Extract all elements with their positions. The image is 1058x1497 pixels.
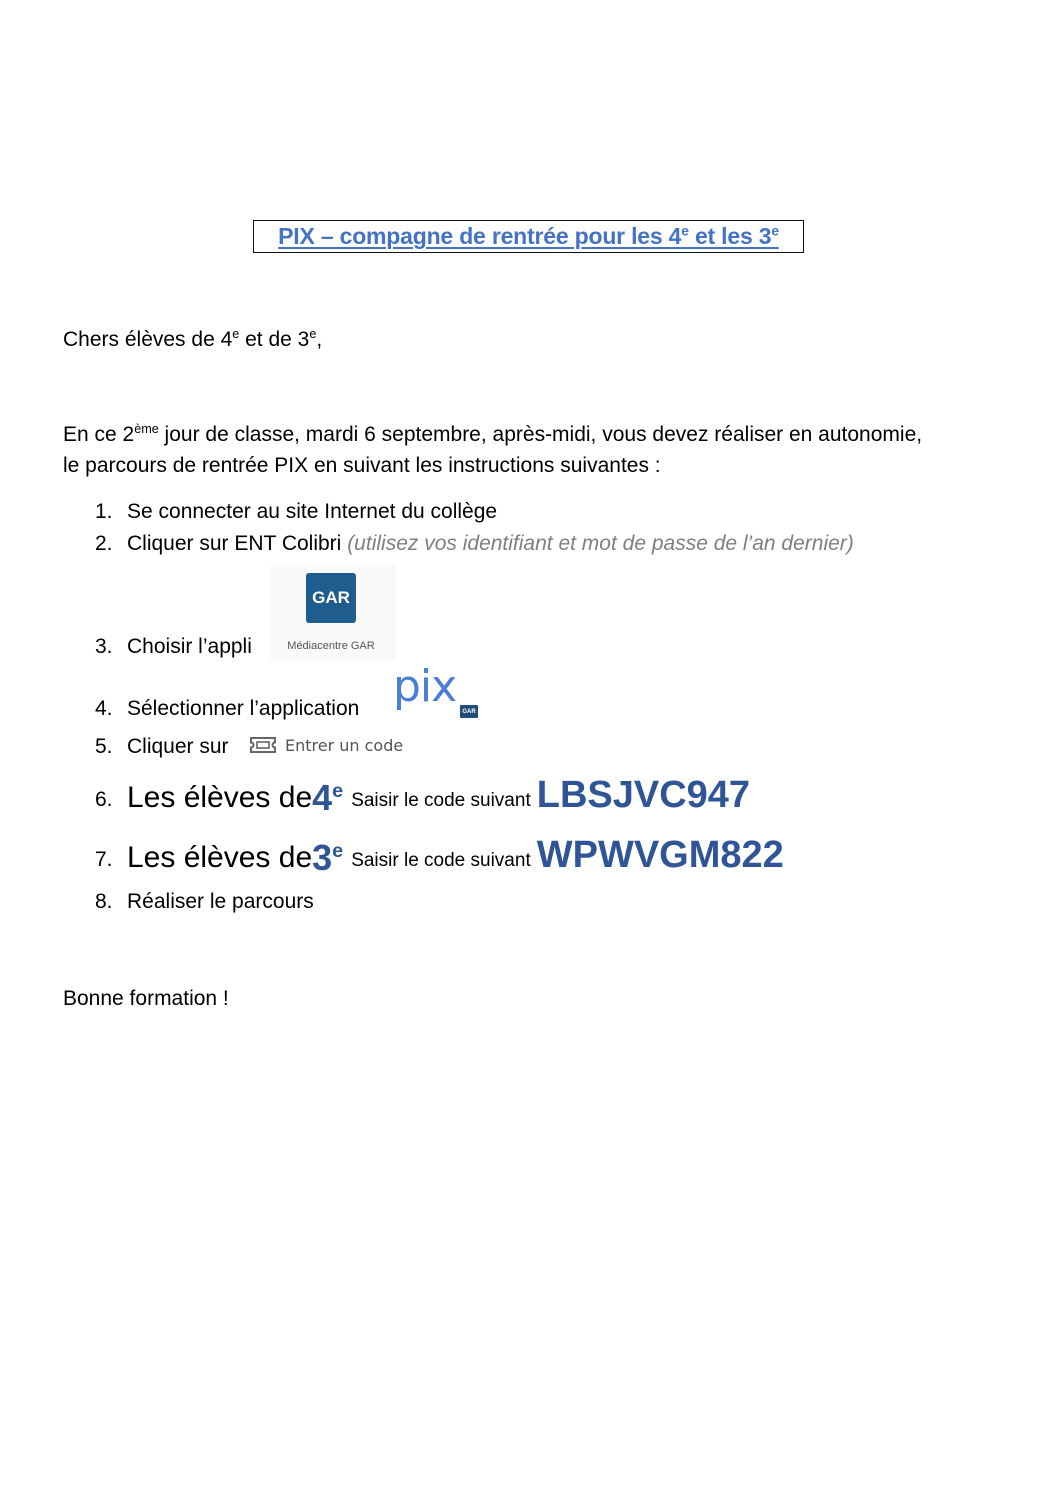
step-number: 5. (95, 735, 113, 758)
enter-code-label: Entrer un code (285, 735, 404, 755)
step-text: Les élèves de (127, 781, 313, 814)
step-3 (95, 635, 252, 659)
gar-caption: Médiacentre GAR (287, 640, 375, 652)
intro-line-2: le parcours de rentrée PIX en suivant les instructions suivantes : (63, 454, 661, 477)
pix-logo-text: pix (393, 661, 457, 712)
ticket-icon (249, 736, 277, 754)
step-number: 1. (95, 500, 113, 523)
step-instruction: Saisir le code suivant (351, 850, 531, 871)
step-number: 4. (95, 697, 113, 720)
step-7 (95, 834, 784, 878)
intro-line-1: En ce 2ème jour de classe, mardi 6 septembre, après-midi, vous devez réaliser en autonomie, (63, 422, 923, 446)
step-5 (95, 735, 229, 759)
step-4 (95, 697, 359, 721)
step-number: 7. (95, 848, 113, 871)
gar-logo-icon: GAR (306, 573, 356, 623)
step-text: Sélectionner l’application (127, 697, 360, 720)
code-3e: WPWVGM822 (536, 834, 784, 876)
step-instruction: Saisir le code suivant (351, 790, 531, 811)
pix-gar-badge: GAR (460, 705, 478, 718)
step-8 (95, 890, 314, 914)
grade-3: 3e (312, 837, 344, 878)
step-number: 2. (95, 532, 113, 555)
step-text: Réaliser le parcours (127, 890, 314, 913)
step-number: 8. (95, 890, 113, 913)
pix-logo-icon[interactable] (393, 661, 483, 721)
step-number: 6. (95, 788, 113, 811)
step-6 (95, 774, 751, 818)
grade-4: 4e (312, 777, 344, 818)
step-text: Les élèves de (127, 841, 313, 874)
intro-paragraph (63, 419, 922, 481)
gar-mediacentre-tile[interactable] (270, 565, 396, 660)
greeting: Chers élèves de 4e et de 3e, (63, 327, 323, 351)
code-4e: LBSJVC947 (536, 774, 751, 816)
step-text: Cliquer sur ENT Colibri (127, 532, 342, 555)
closing-text: Bonne formation ! (63, 987, 229, 1010)
step-text: Cliquer sur (127, 735, 229, 758)
step-1 (95, 500, 497, 524)
title-box (253, 220, 804, 253)
step-2 (95, 532, 854, 556)
step-text: Se connecter au site Internet du collège (127, 500, 498, 523)
step-note: (utilisez vos identifiant et mot de passe de l’an dernier) (347, 532, 854, 555)
enter-code-button[interactable] (249, 733, 403, 757)
step-number: 3. (95, 635, 113, 658)
step-text: Choisir l’appli (127, 635, 252, 658)
document-title: PIX – compagne de rentrée pour les 4e et les 3e (278, 223, 779, 249)
